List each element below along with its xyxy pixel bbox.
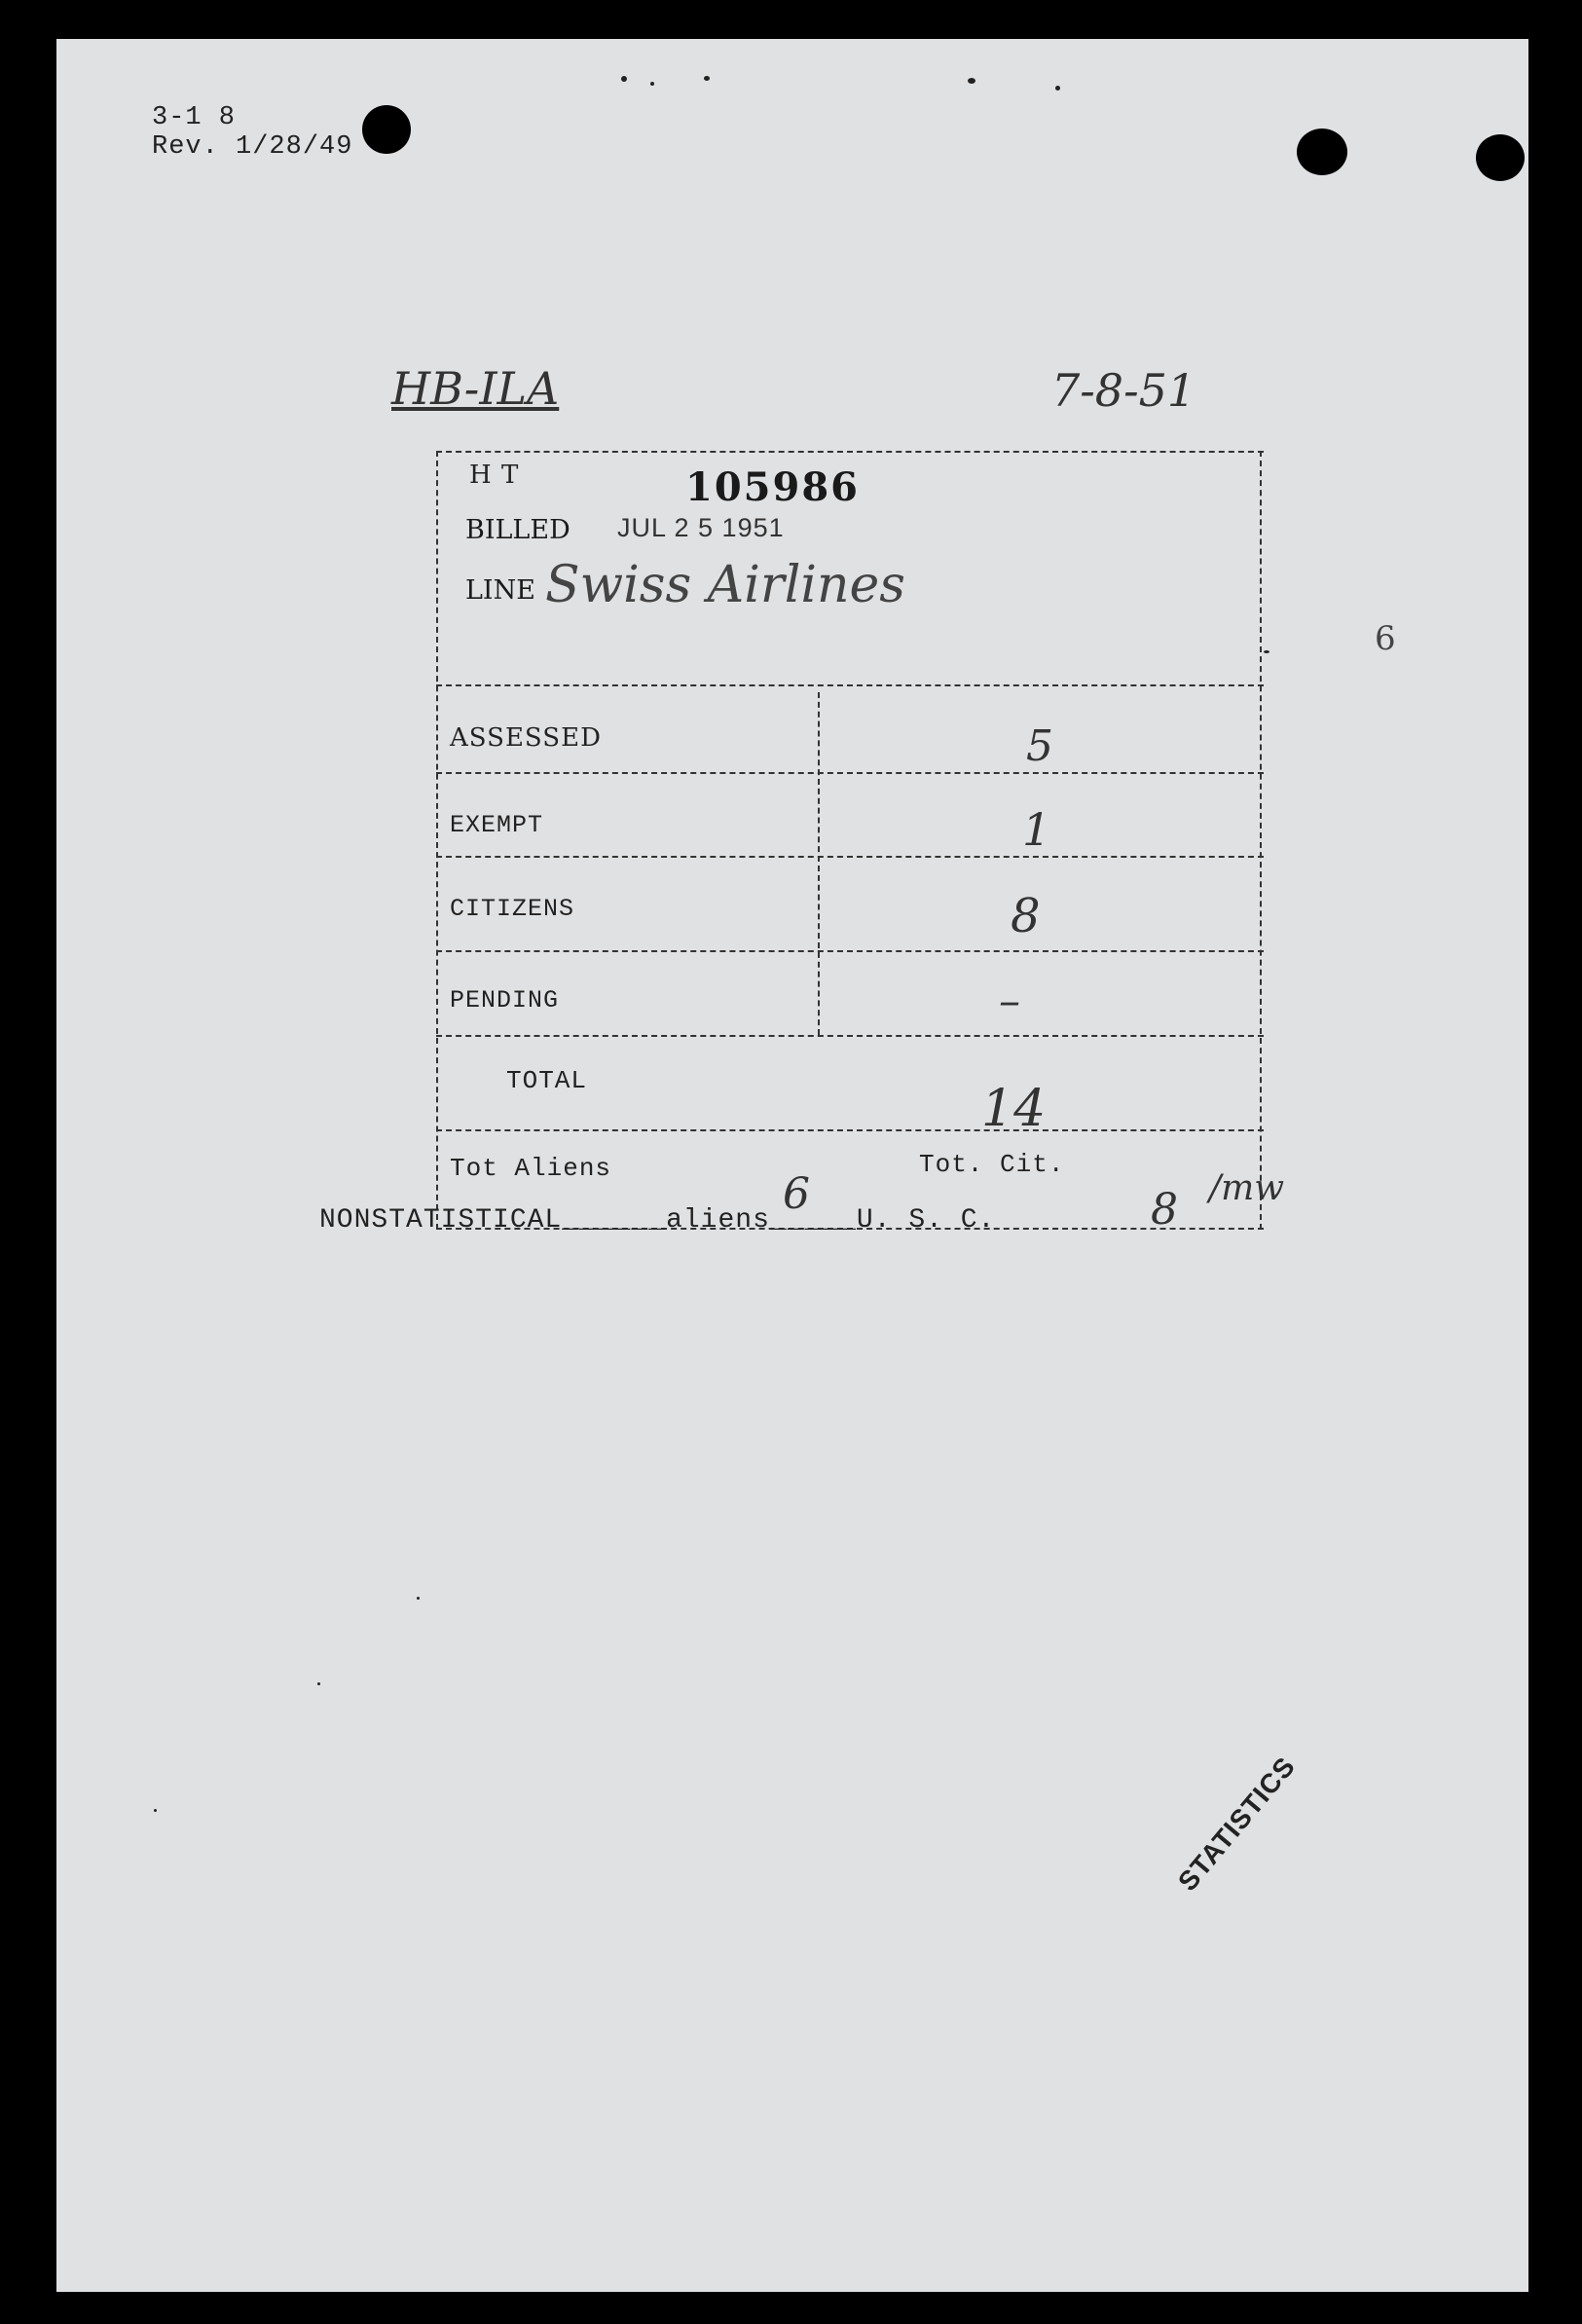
ht-label: H T (469, 461, 520, 490)
citizens-label: CITIZENS (450, 895, 575, 923)
billed-date-stamp: JUL 2 5 1951 (617, 513, 785, 542)
tot-aliens-value: 6 (783, 1169, 810, 1219)
speck (650, 82, 654, 86)
aliens-word: aliens (666, 1205, 770, 1236)
billed-label: BILLED (465, 515, 570, 545)
total-label: TOTAL (506, 1066, 588, 1095)
speck (1264, 650, 1269, 653)
punch-hole-3 (1476, 134, 1525, 181)
speck (968, 78, 975, 84)
punch-hole-2 (1297, 129, 1347, 175)
initials: /mw (1209, 1168, 1285, 1208)
tot-cit-value: 8 (1151, 1185, 1178, 1235)
nonstatistical-blank: ______ (562, 1205, 667, 1236)
station-code: HB-ILA (391, 362, 560, 415)
usc-label: U. S. C. (856, 1205, 996, 1236)
handwritten-date: 7-8-51 (1051, 364, 1196, 417)
citizens-value: 8 (1011, 889, 1041, 943)
ht-number: 105986 (685, 464, 860, 510)
tot-aliens-label: Tot Aliens (450, 1154, 612, 1183)
exempt-value: 1 (1022, 803, 1051, 856)
form-revision: Rev. 1/28/49 (152, 132, 353, 162)
speck (154, 1809, 157, 1812)
assessed-value: 5 (1026, 721, 1053, 771)
pending-label: PENDING (450, 986, 560, 1014)
punch-hole-1 (362, 105, 411, 154)
form-code: 3-1 8 (152, 103, 237, 132)
aliens-blank: _____ (769, 1205, 857, 1236)
nonstatistical-label: NONSTATISTICAL (319, 1205, 563, 1236)
pending-value: – (999, 977, 1020, 1026)
exempt-label: EXEMPT (450, 811, 544, 839)
document-page (56, 39, 1528, 2292)
statistics-stamp: STATISTICS (1172, 1751, 1302, 1897)
speck (417, 1597, 420, 1600)
line-value: Swiss Airlines (545, 556, 905, 614)
line-label: LINE (465, 575, 535, 606)
tot-cit-label: Tot. Cit. (919, 1150, 1065, 1179)
nonstatistical-line (319, 1205, 995, 1236)
speck (704, 76, 710, 81)
speck (621, 76, 627, 82)
speck (1055, 86, 1060, 91)
total-value: 14 (981, 1080, 1047, 1138)
margin-page-number: 6 (1375, 619, 1396, 658)
assessed-label: ASSESSED (450, 723, 602, 753)
speck (317, 1682, 320, 1685)
